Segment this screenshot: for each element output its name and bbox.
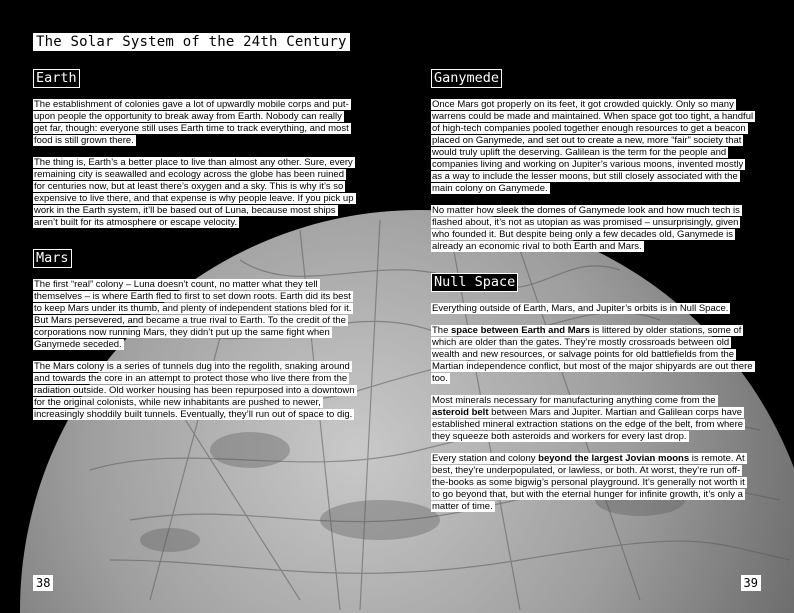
paragraph-text: Once Mars got properly on its feet, it got crowded quickly. Only so many warrens could be made and maintained. When space got too tight, a handful of high-tech companies pooled together enough resources to get a beacon placed on Ganymede, and set out to create a new, more “fair” society that would truly uplift the deserving. Galilean is the term for the people and companies living and working on Jupiter’s various moons, invented mostly as a way to include the lesser moons, but still closely associated with the main colony on Ganymede. — [432, 99, 754, 194]
text-run: The — [432, 325, 452, 336]
paragraph-text: The Mars colony is a series of tunnels dug into the regolith, snaking around and towards the core in an attempt to protect those who live there from the radiation outside. Old worker housing has been repurposed into a downtown for the original colonists, while new inhabitants are pushed to newer, increasingly shoddily built tunnels. Eventually, they’ll run out of space to dig. — [34, 361, 355, 420]
paragraph-text: No matter how sleek the domes of Ganymede look and how much tech is flashed about, it’s not as utopian as was promised – unsurprisingly, given who founded it. But despite being only a few decades old, Ganymede is already an economic rival to both Earth and Mars. — [432, 205, 740, 252]
bold-term: asteroid belt — [432, 407, 489, 418]
bold-term: space between Earth and Mars — [451, 325, 590, 336]
paragraph-text — [431, 395, 745, 442]
paragraph-text: The establishment of colonies gave a lot of upwardly mobile corps and put-upon people the opportunity to break away from Earth. Nobody can really get far, though: everyone still uses Earth time to track everything, and most food is still grown there. — [34, 99, 349, 146]
section-heading-null-space: Null Space — [431, 273, 518, 292]
section-heading-earth: Earth — [33, 69, 80, 88]
paragraph — [431, 453, 755, 513]
paragraph — [431, 325, 755, 385]
page-title: The Solar System of the 24th Century — [33, 33, 350, 51]
section-ganymede — [431, 69, 755, 253]
paragraph — [33, 361, 357, 421]
paragraph — [33, 157, 357, 229]
paragraph-text — [431, 325, 755, 384]
section-mars — [33, 249, 357, 421]
paragraph-text: Everything outside of Earth, Mars, and Jupiter’s orbits is in Null Space. — [432, 303, 729, 314]
paragraph — [431, 205, 755, 253]
right-column — [431, 69, 755, 533]
text-run: is remote. At best, they’re underpopulated, or lawless, or both. At worst, they’re run off-the-books as some bigwig’s personal playground. It’s generally not worth it to go beyond that, but with the eternal hunger for infinite growth, it’s only a matter of time. — [432, 453, 745, 512]
paragraph-text — [431, 453, 747, 512]
paragraph-text: The first “real” colony – Luna doesn’t count, no matter what they tell themselves – is where Earth fled to first to set down roots. Earth did its best to keep Mars under its thumb, and plenty of independent stations bled for it. But Mars persevered, and became a true rival to Earth. To the credit of the corporations now running Mars, they didn’t put up the same fight when Ganymede seceded. — [34, 279, 352, 350]
paragraph — [431, 303, 755, 315]
paragraph — [431, 99, 755, 195]
text-run: between Mars and Jupiter. Martian and Galilean corps have established mineral extraction stations on the edge of the belt, from where they squeeze both asteroids and workers for every last drop. — [432, 407, 744, 442]
paragraph — [33, 99, 357, 147]
text-run: Every station and colony — [432, 453, 539, 464]
paragraph — [33, 279, 357, 351]
section-earth — [33, 69, 357, 229]
left-column — [33, 69, 357, 441]
paragraph-text: The thing is, Earth’s a better place to live than almost any other. Sure, every remaining city is seawalled and ecology across the globe has been ruined for centuries now, but at least there’s oxygen and a sky. This is why it’s so expensive to live there, and that expense is why people leave. If you pick up work in the Earth system, it’ll be based out of Luna, because most ships aren’t built for its atmosphere or escape velocity. — [34, 157, 354, 228]
section-heading-mars: Mars — [33, 249, 72, 268]
bold-term: beyond the largest Jovian moons — [538, 453, 690, 464]
page-number-left: 38 — [33, 575, 53, 591]
text-run: is littered by older stations, some of which are older than the gates. They’re mostly crossroads between old wealth and new resources, or salvage points for old battlefields from the Martian independence conflict, but most of the major shipyards are out there too. — [432, 325, 753, 384]
page-number-right: 39 — [741, 575, 761, 591]
text-run: Most minerals necessary for manufacturing anything come from the — [432, 395, 716, 406]
section-null-space — [431, 273, 755, 513]
section-heading-ganymede: Ganymede — [431, 69, 502, 88]
paragraph — [431, 395, 755, 443]
